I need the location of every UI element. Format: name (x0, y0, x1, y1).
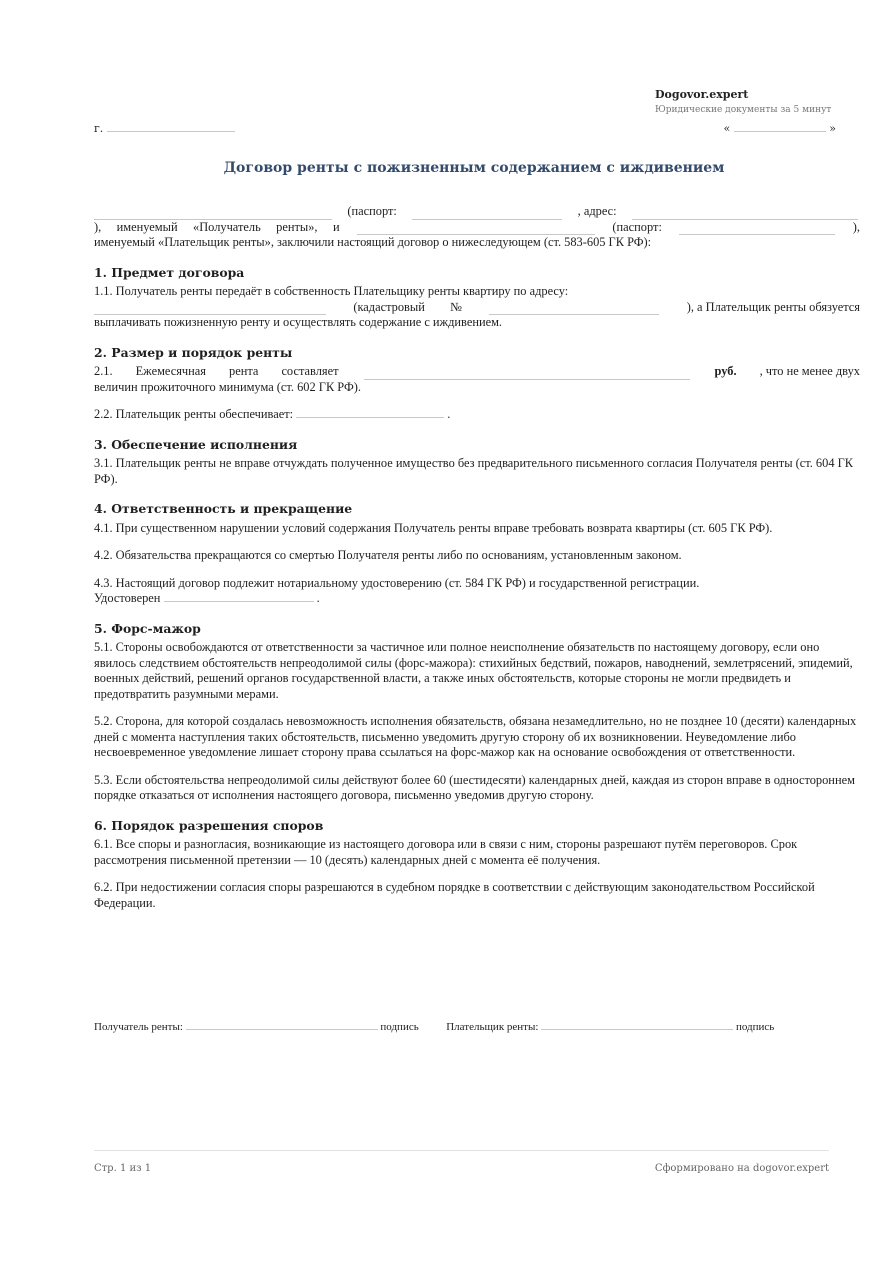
paragraph-4-3-line-1: 4.3. Настоящий договор подлежит нотариальному удостоверению (ст. 584 ГК РФ) и государственной регистрации. (94, 575, 700, 590)
section-heading-3: 3. Обеспечение исполнения (94, 436, 298, 452)
footer-divider (94, 1150, 829, 1151)
intro-text: и (332, 219, 340, 234)
city-field[interactable] (107, 121, 235, 132)
paragraph-1-1-line-2 (94, 300, 860, 316)
document-body (94, 204, 860, 911)
paragraph-5-3: 5.3. Если обстоятельства непреодолимой силы действуют более 60 (шестидесяти) календарных дней, каждая из сторон вправе в одностороннем порядке отказаться от исполнения настоящего договора, письменно уведомив другую сторону. (94, 772, 855, 802)
paragraph-text: составляет (281, 364, 339, 378)
intro-text: ), (852, 219, 860, 234)
date-close-quote: » (829, 122, 836, 135)
recipient-passport-field[interactable] (412, 208, 562, 220)
paragraph-5-1: 5.1. Стороны освобождаются от ответственности за частичное или полное неисполнение обязательств по настоящему договору, если оно явилось следствием обстоятельств непреодолимой силы (форс-мажора): стихийных бедствий, пожаров, наводнений, землетрясений, эпидемий, военных действий, решений органов государственной власти, а также иных обстоятельств, которые стороны не могли предвидеть и предотвратить разумными мерами. (94, 640, 853, 701)
brand-name: Dogovor.expert (655, 88, 749, 101)
intro-text: «Получатель (193, 219, 261, 234)
intro-line-3: именуемый «Плательщик ренты», заключили настоящий договор о нижеследующем (ст. 583-605 ГК РФ): (94, 235, 652, 249)
cadastral-number-field[interactable] (489, 303, 659, 315)
brand-tagline: Юридические документы за 5 минут (655, 105, 832, 115)
recipient-signature-field[interactable] (186, 1019, 378, 1030)
section-heading-5: 5. Форс-мажор (94, 620, 201, 636)
intro-text: именуемый (116, 219, 178, 234)
section-heading-6: 6. Порядок разрешения споров (94, 817, 324, 833)
paragraph-3-1: 3.1. Плательщик ренты не вправе отчуждать полученное имущество без предварительного письменного согласия Получателя ренты (ст. 604 ГК РФ). (94, 456, 854, 486)
intro-passport-label-2: (паспорт: (612, 219, 662, 234)
recipient-name-field[interactable] (94, 208, 332, 220)
signature-row (94, 1019, 840, 1033)
currency-rub: руб. (714, 364, 737, 378)
notary-field[interactable] (164, 591, 314, 602)
intro-address-label: , адрес: (577, 204, 617, 218)
section-heading-4: 4. Ответственность и прекращение (94, 501, 353, 516)
section-heading-1: 1. Предмет договора (94, 264, 245, 280)
paragraph-text: . (316, 591, 320, 605)
payer-passport-field[interactable] (679, 223, 835, 235)
payer-signature-field[interactable] (541, 1019, 733, 1030)
paragraph-text: , что не менее двух (759, 364, 860, 378)
paragraph-1-1-line-1: 1.1. Получатель ренты передаёт в собственность Плательщику ренты квартиру по адресу: (94, 284, 569, 298)
paragraph-text: . (447, 407, 451, 421)
date-day-field[interactable] (734, 121, 826, 132)
payer-sign-word: подпись (735, 1021, 775, 1033)
provision-field[interactable] (296, 407, 444, 418)
cadastral-number-sign: № (450, 299, 463, 314)
intro-text: ), (94, 219, 102, 234)
paragraph-2-2 (94, 407, 860, 423)
section-heading-2: 2. Размер и порядок ренты (94, 344, 293, 360)
document-title: Договор ренты с пожизненным содержанием с иждивением (223, 160, 725, 176)
paragraph-6-1: 6.1. Все споры и разногласия, возникающие из настоящего договора или в связи с ним, стороны разрешают путём переговоров. Срок рассмотрения письменной претензии — 10 (десять) календарных дней с момента её получения. (94, 837, 798, 867)
intro-text: ренты», (276, 219, 318, 234)
paragraph-text: Ежемесячная (135, 364, 206, 378)
paragraph-1-1-line-3: выплачивать пожизненную ренту и осуществлять содержание с иждивением. (94, 315, 503, 329)
recipient-address-field[interactable] (632, 208, 858, 220)
paragraph-4-2: 4.2. Обязательства прекращаются со смертью Получателя ренты либо по основаниям, установленным законом. (94, 548, 682, 562)
payer-signature-label: Плательщик ренты: (446, 1021, 539, 1033)
footer-page-number: Стр. 1 из 1 (94, 1163, 152, 1174)
date-open-quote: « (723, 122, 731, 135)
paragraph-2-1-line-1 (94, 364, 860, 380)
paragraph-text: 2.1. (94, 364, 113, 378)
paragraph-2-1-line-2: величин прожиточного минимума (ст. 602 ГК РФ). (94, 379, 362, 394)
paragraph-text: 2.2. Плательщик ренты обеспечивает: (94, 407, 294, 421)
paragraph-text: рента (229, 364, 259, 378)
paragraph-6-2: 6.2. При недостижении согласия споры разрешаются в судебном порядке в соответствии с действующим законодательством Российской Федерации. (94, 880, 815, 910)
paragraph-4-1: 4.1. При существенном нарушении условий содержания Получатель ренты вправе требовать возврата квартиры (ст. 605 ГК РФ). (94, 520, 773, 535)
paragraph-4-3-line-2 (94, 591, 860, 607)
footer-generated-by: Сформировано на dogovor.expert (654, 1163, 829, 1174)
apartment-address-field[interactable] (94, 303, 326, 315)
paragraph-text: Удостоверен (94, 591, 161, 605)
city-date-row (94, 121, 836, 137)
recipient-signature-label: Получатель ренты: (94, 1021, 183, 1033)
paragraph-1-1-tail: ), а Плательщик ренты обязуется (686, 299, 860, 314)
city-prefix: г. (94, 122, 104, 135)
intro-line-1 (94, 204, 860, 220)
payer-name-field[interactable] (357, 223, 595, 235)
intro-line-2 (94, 220, 860, 236)
paragraph-5-2: 5.2. Сторона, для которой создалась невозможность исполнения обязательств, обязана незамедлительно, но не позднее 10 (десяти) календарных дней с момента наступления таких обстоятельств, письменно уведомить другую сторону об их возникновении. Неуведомление либо несвоевременное уведомление лишает сторону права ссылаться на форс-мажор как на основание освобождения от ответственности. (94, 714, 857, 759)
intro-passport-label: (паспорт: (347, 204, 397, 218)
rent-amount-field[interactable] (364, 368, 690, 380)
recipient-sign-word: подпись (380, 1021, 419, 1033)
cadastral-label: (кадастровый (353, 299, 425, 314)
brand-block (655, 88, 855, 115)
